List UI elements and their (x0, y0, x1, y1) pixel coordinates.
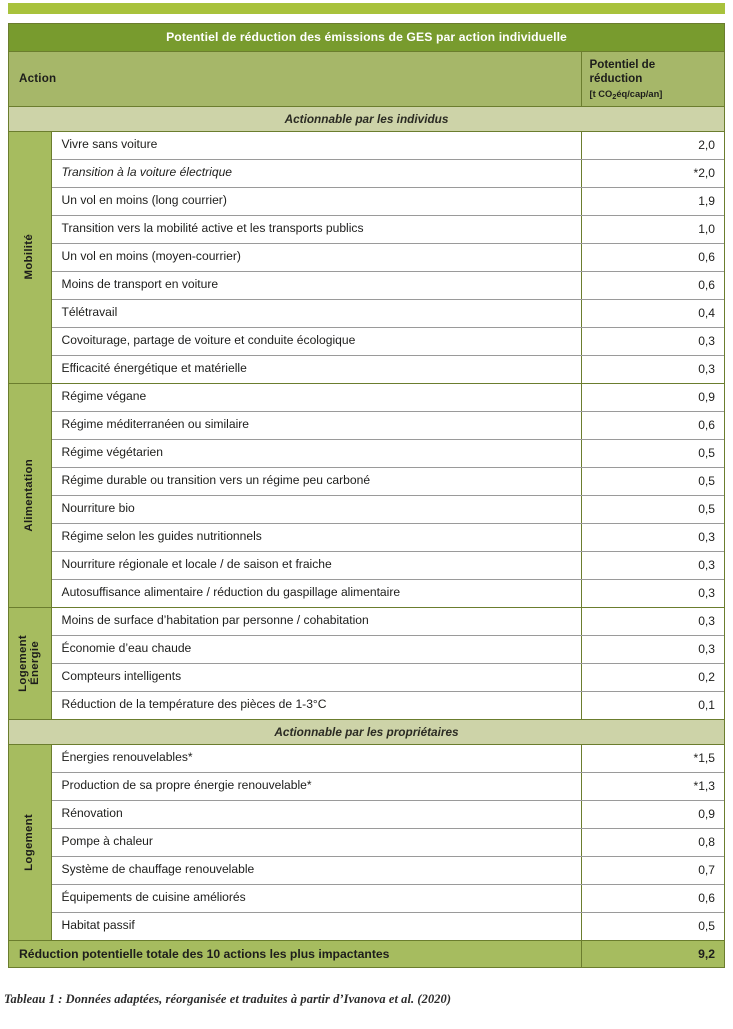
header-potential-unit (590, 89, 717, 100)
column-header-row (9, 52, 724, 107)
action-label: Production de sa propre énergie renouvelable* (51, 772, 581, 800)
category-label: Logement (16, 634, 29, 692)
potential-value: *1,5 (581, 744, 724, 772)
action-label: Télétravail (51, 299, 581, 327)
action-label: Nourriture bio (51, 495, 581, 523)
action-label: Équipements de cuisine améliorés (51, 884, 581, 912)
header-potential (581, 52, 724, 107)
table-row (9, 383, 724, 411)
category-cell (9, 607, 51, 719)
table-title: Potentiel de réduction des émissions de GES par action individuelle (9, 24, 724, 52)
action-label: Efficacité énergétique et matérielle (51, 355, 581, 383)
table-row (9, 856, 724, 884)
total-label: Réduction potentielle totale des 10 actions les plus impactantes (9, 940, 581, 967)
table-row (9, 523, 724, 551)
potential-value: 0,5 (581, 912, 724, 940)
category-label: Logement (23, 813, 36, 871)
header-action: Action (9, 52, 581, 107)
category-label: Alimentation (23, 458, 36, 532)
potential-value: 0,3 (581, 523, 724, 551)
action-label: Régime durable ou transition vers un régime peu carboné (51, 467, 581, 495)
action-label: Pompe à chaleur (51, 828, 581, 856)
table-row (9, 495, 724, 523)
action-label: Énergies renouvelables* (51, 744, 581, 772)
table-row (9, 663, 724, 691)
total-value: 9,2 (581, 940, 724, 967)
action-label: Économie d’eau chaude (51, 635, 581, 663)
section-band-row (9, 719, 724, 744)
category-cell (9, 744, 51, 940)
action-label: Un vol en moins (moyen-courrier) (51, 243, 581, 271)
action-label: Un vol en moins (long courrier) (51, 187, 581, 215)
table-row (9, 327, 724, 355)
table-caption: Tableau 1 : Données adaptées, réorganisée et traduites à partir d’Ivanova et al. (2020) (4, 992, 452, 1006)
potential-value: 0,2 (581, 663, 724, 691)
potential-value: 0,6 (581, 884, 724, 912)
ges-reduction-table (8, 23, 725, 968)
potential-value: 0,3 (581, 327, 724, 355)
potential-value: 0,3 (581, 607, 724, 635)
action-label: Réduction de la température des pièces de 1-3°C (51, 691, 581, 719)
category-label-stack (9, 745, 51, 940)
decorative-top-rule (8, 3, 725, 14)
action-label: Transition vers la mobilité active et les transports publics (51, 215, 581, 243)
table-row (9, 635, 724, 663)
table-body (9, 24, 724, 967)
header-potential-line2: réduction (589, 72, 643, 86)
table-row (9, 828, 724, 856)
table-title-row (9, 24, 724, 52)
action-label: Rénovation (51, 800, 581, 828)
section-band-row (9, 106, 724, 131)
action-label: Système de chauffage renouvelable (51, 856, 581, 884)
table-row (9, 299, 724, 327)
table-row (9, 579, 724, 607)
header-potential-line1: Potentiel de (589, 58, 656, 71)
potential-value: 0,6 (581, 243, 724, 271)
category-label-stack (9, 384, 51, 607)
table-row (9, 411, 724, 439)
table (9, 24, 724, 967)
table-row (9, 551, 724, 579)
category-label-stack (9, 132, 51, 383)
potential-value: 0,3 (581, 579, 724, 607)
potential-value: 0,8 (581, 828, 724, 856)
potential-value: 0,5 (581, 439, 724, 467)
unit-subscript: 2 (612, 92, 617, 102)
category-cell (9, 131, 51, 383)
action-label: Moins de transport en voiture (51, 271, 581, 299)
table-row (9, 744, 724, 772)
action-label: Régime selon les guides nutritionnels (51, 523, 581, 551)
potential-value: 0,1 (581, 691, 724, 719)
table-row (9, 691, 724, 719)
potential-value: 0,5 (581, 467, 724, 495)
table-row (9, 607, 724, 635)
potential-value: 0,7 (581, 856, 724, 884)
table-row (9, 243, 724, 271)
potential-value: 0,9 (581, 800, 724, 828)
table-row (9, 187, 724, 215)
potential-value: *1,3 (581, 772, 724, 800)
total-row (9, 940, 724, 967)
potential-value: 0,3 (581, 635, 724, 663)
potential-value: 0,9 (581, 383, 724, 411)
potential-value: 0,4 (581, 299, 724, 327)
category-label: Énergie (29, 641, 42, 686)
potential-value: 0,3 (581, 355, 724, 383)
potential-value: 2,0 (581, 131, 724, 159)
table-row (9, 912, 724, 940)
potential-value: 0,3 (581, 551, 724, 579)
action-label: Autosuffisance alimentaire / réduction du gaspillage alimentaire (51, 579, 581, 607)
action-label: Vivre sans voiture (51, 131, 581, 159)
action-label: Régime végane (51, 383, 581, 411)
category-cell (9, 383, 51, 607)
potential-value: 0,6 (581, 271, 724, 299)
potential-value: 1,0 (581, 215, 724, 243)
section-band-label: Actionnable par les propriétaires (9, 719, 724, 744)
section-band-label: Actionnable par les individus (9, 106, 724, 131)
table-row (9, 355, 724, 383)
unit-prefix: [t CO (589, 89, 613, 100)
table-row (9, 159, 724, 187)
action-label: Régime méditerranéen ou similaire (51, 411, 581, 439)
potential-value: 0,6 (581, 411, 724, 439)
action-label: Covoiturage, partage de voiture et conduite écologique (51, 327, 581, 355)
unit-suffix: éq/cap/an] (616, 89, 663, 100)
potential-value: 1,9 (581, 187, 724, 215)
action-label: Nourriture régionale et locale / de saison et fraiche (51, 551, 581, 579)
table-row (9, 131, 724, 159)
table-row (9, 772, 724, 800)
potential-value: *2,0 (581, 159, 724, 187)
table-row (9, 884, 724, 912)
table-row (9, 800, 724, 828)
action-label: Transition à la voiture électrique (51, 159, 581, 187)
potential-value: 0,5 (581, 495, 724, 523)
action-label: Régime végétarien (51, 439, 581, 467)
action-label: Habitat passif (51, 912, 581, 940)
action-label: Compteurs intelligents (51, 663, 581, 691)
action-label: Moins de surface d’habitation par personne / cohabitation (51, 607, 581, 635)
table-row (9, 439, 724, 467)
table-row (9, 215, 724, 243)
table-row (9, 467, 724, 495)
table-row (9, 271, 724, 299)
category-label: Mobilité (23, 234, 36, 280)
category-label-stack (9, 608, 51, 719)
